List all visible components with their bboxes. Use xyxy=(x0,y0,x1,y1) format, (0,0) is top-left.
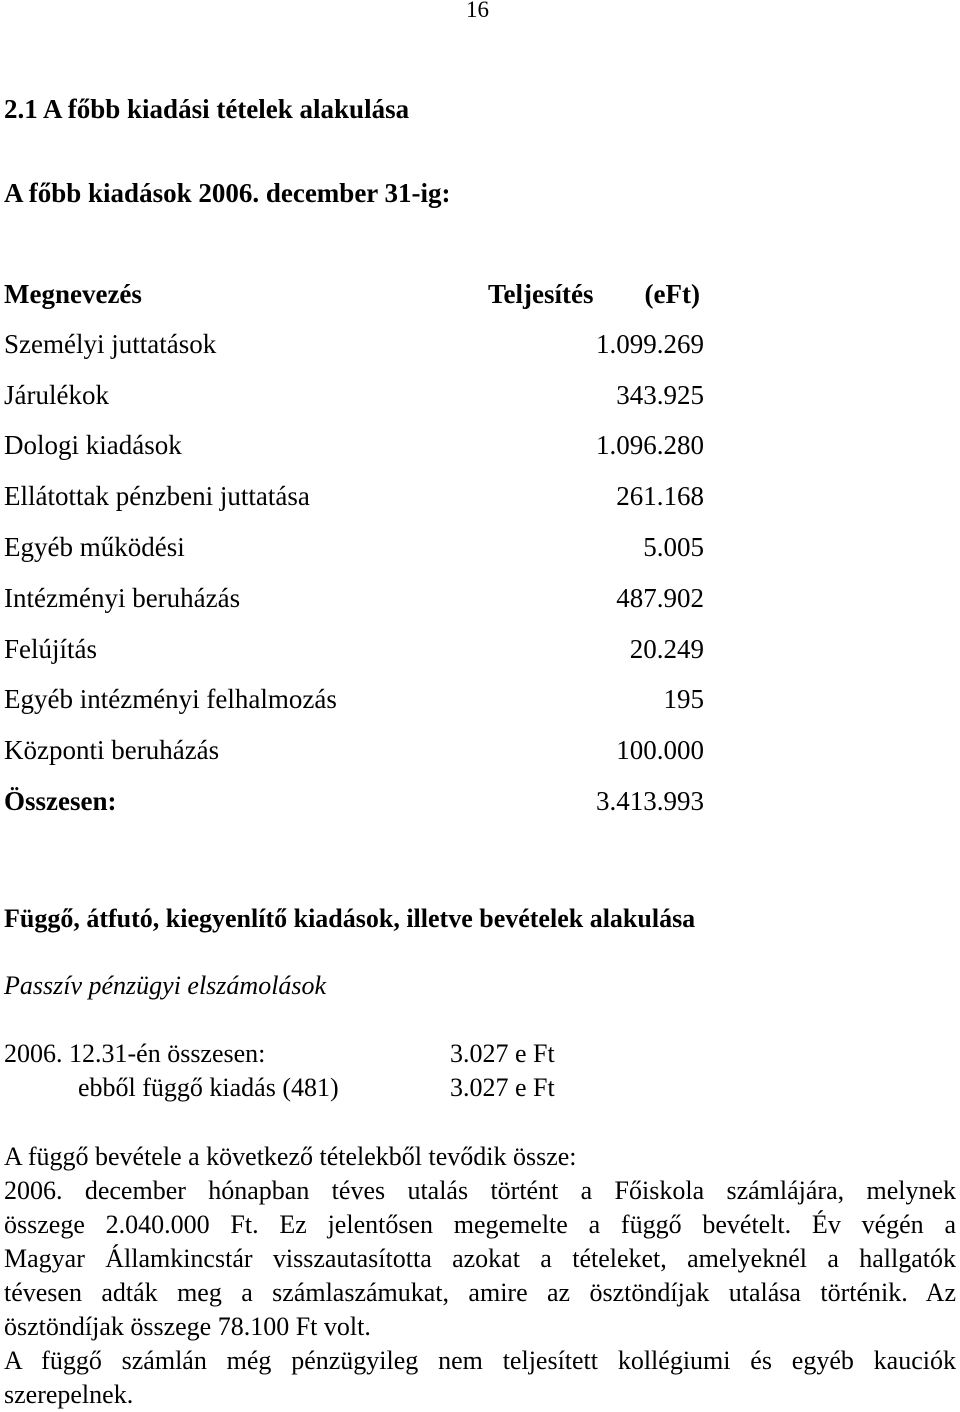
row-name: Intézményi beruházás xyxy=(4,583,241,613)
passiv-amount: 3.027 e Ft xyxy=(450,1073,555,1102)
row-value: 261.168 xyxy=(616,481,704,511)
paragraph-line: ösztöndíjak összege 78.100 Ft volt. xyxy=(4,1312,371,1341)
passiv-label: 2006. 12.31-én összesen: xyxy=(4,1039,266,1068)
paragraph-line: 2006. december hónapban téves utalás történt a Főiskola számlájára, melynek xyxy=(4,1176,956,1205)
row-name: Egyéb intézményi felhalmozás xyxy=(4,684,337,714)
table-row xyxy=(4,427,704,463)
total-value: 3.413.993 xyxy=(596,786,704,816)
row-name: Járulékok xyxy=(4,380,109,410)
row-value: 343.925 xyxy=(616,380,704,410)
subtitle: A főbb kiadások 2006. december 31-ig: xyxy=(4,178,451,208)
row-name: Felújítás xyxy=(4,634,97,664)
table-row xyxy=(4,326,704,362)
section-title: 2.1 A főbb kiadási tételek alakulása xyxy=(4,94,410,124)
row-value: 1.099.269 xyxy=(596,329,704,359)
paragraph-kaucio xyxy=(4,1344,956,1412)
column-header-name: Megnevezés xyxy=(4,279,142,309)
paragraph-body xyxy=(4,1174,956,1344)
paragraph-line: A függő bevétele a következő tételekből tevődik össze: xyxy=(4,1142,577,1171)
row-value: 20.249 xyxy=(629,634,704,664)
table-row xyxy=(4,732,704,768)
row-value: 195 xyxy=(663,684,704,714)
column-header-teljesites: Teljesítés xyxy=(488,279,594,309)
row-name: Ellátottak pénzbeni juttatása xyxy=(4,481,310,511)
table-row xyxy=(4,580,704,616)
column-header-unit: (eFt) xyxy=(644,279,700,309)
row-name: Dologi kiadások xyxy=(4,430,182,460)
table-row xyxy=(4,631,704,667)
table-header xyxy=(4,276,704,312)
row-value: 487.902 xyxy=(616,583,704,613)
paragraph-line: A függő számlán még pénzügyileg nem teljesített kollégiumi és egyéb kauciók xyxy=(4,1346,956,1375)
passiv-label: ebből függő kiadás (481) xyxy=(78,1073,339,1102)
paragraph-intro xyxy=(4,1140,956,1174)
table-row xyxy=(4,681,704,717)
passiv-title: Passzív pénzügyi elszámolások xyxy=(4,971,327,1000)
row-value: 1.096.280 xyxy=(596,430,704,460)
paragraph-line: szerepelnek. xyxy=(4,1380,134,1409)
paragraph-line: összege 2.040.000 Ft. Ez jelentősen megemelte a függő bevételt. Év végén a xyxy=(4,1210,956,1239)
section2-title: Függő, átfutó, kiegyenlítő kiadások, illetve bevételek alakulása xyxy=(4,904,696,933)
table-total-row xyxy=(4,783,704,819)
row-name: Egyéb működési xyxy=(4,532,185,562)
paragraph-line: tévesen adták meg a számlaszámukat, amire az ösztöndíjak utalása történik. Az xyxy=(4,1278,956,1307)
paragraph-line: Magyar Államkincstár visszautasította azokat a tételeket, amelyeknél a hallgatók xyxy=(4,1244,956,1273)
table-row xyxy=(4,529,704,565)
table-row xyxy=(4,478,704,514)
passiv-row xyxy=(4,1037,704,1071)
row-value: 5.005 xyxy=(643,532,704,562)
total-label: Összesen: xyxy=(4,786,117,816)
passiv-row xyxy=(4,1071,704,1105)
row-name: Központi beruházás xyxy=(4,735,220,765)
passiv-amount: 3.027 e Ft xyxy=(450,1039,555,1068)
page-number: 16 xyxy=(466,0,489,22)
table-row xyxy=(4,377,704,413)
row-name: Személyi juttatások xyxy=(4,329,217,359)
row-value: 100.000 xyxy=(616,735,704,765)
